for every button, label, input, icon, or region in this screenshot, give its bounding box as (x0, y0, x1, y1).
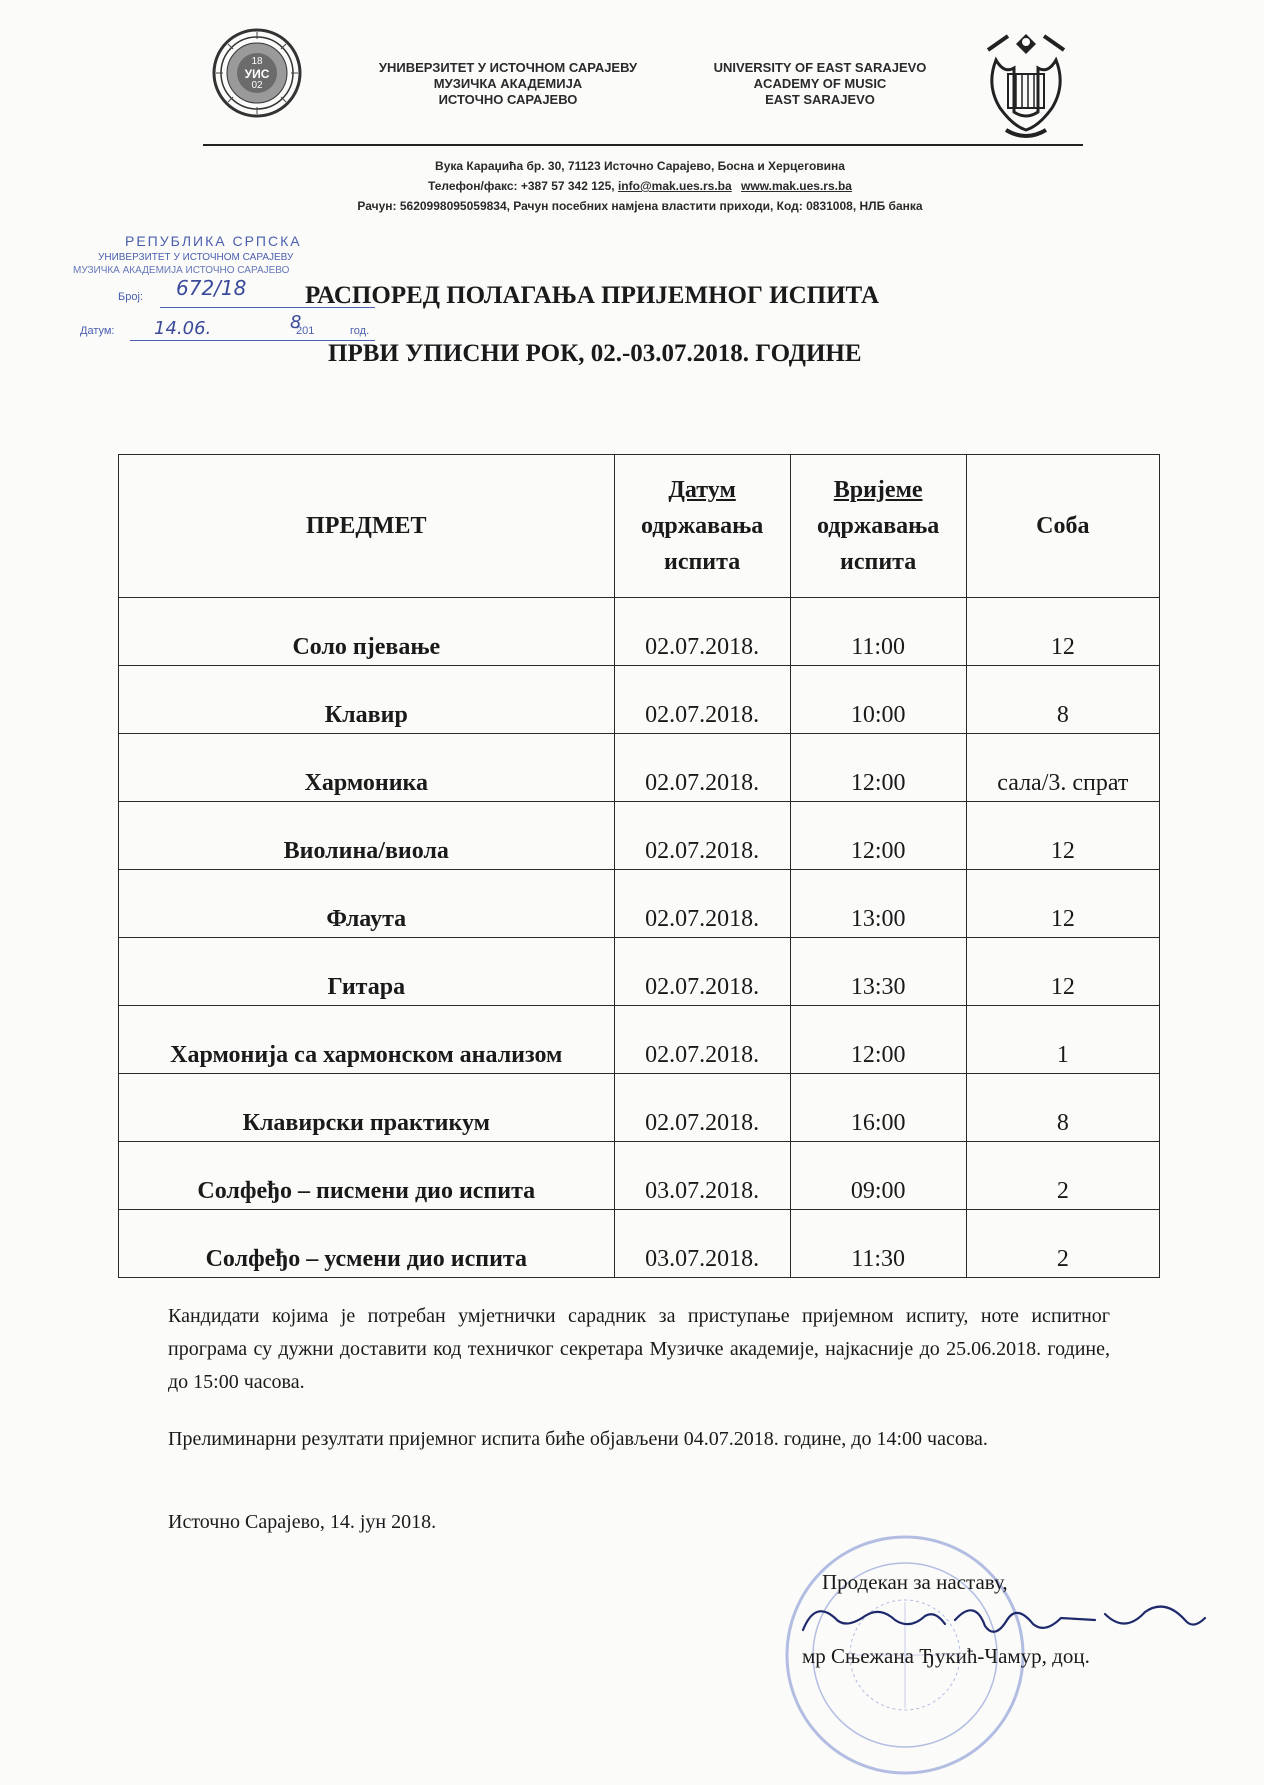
table-row (119, 870, 1160, 938)
cell-subject: Клавирски практикум (119, 1074, 615, 1142)
header-subject: ПРЕДМЕТ (119, 455, 615, 598)
cell-subject: Солфеђо – писмени дио испита (119, 1142, 615, 1210)
header-room: Соба (966, 455, 1159, 598)
cell-room: 2 (966, 1142, 1159, 1210)
cell-time: 11:00 (790, 598, 966, 666)
cell-time: 12:00 (790, 802, 966, 870)
letterhead-english-line: ACADEMY OF MUSIC (753, 76, 887, 91)
handwritten-signature (795, 1590, 1210, 1650)
cell-date: 02.07.2018. (614, 1074, 790, 1142)
cell-subject: Виолина/виола (119, 802, 615, 870)
table-header-row (119, 455, 1160, 598)
contact-phone-line (200, 176, 1080, 196)
signatory-name: мр Сњежана Ђукић-Чамур, доц. (802, 1644, 1090, 1668)
cell-time: 16:00 (790, 1074, 966, 1142)
table-row (119, 1074, 1160, 1142)
stamp-year-prefix: 201 (296, 325, 315, 337)
cell-subject: Флаута (119, 870, 615, 938)
seal-text-middle: УИС (244, 67, 270, 81)
cell-date: 02.07.2018. (614, 666, 790, 734)
cell-date: 02.07.2018. (614, 802, 790, 870)
letterhead-serbian-line: ИСТОЧНО САРАЈЕВО (438, 92, 578, 107)
cell-subject: Солфеђо – усмени дио испита (119, 1210, 615, 1278)
signatory-role: Продекан за наставу, (822, 1570, 1008, 1594)
cell-room: 12 (966, 938, 1159, 1006)
cell-time: 12:00 (790, 1006, 966, 1074)
note-results: Прелиминарни резултати пријемног испита биће објављени 04.07.2018. године, до 14:00 часова. (168, 1428, 988, 1450)
cell-time: 13:00 (790, 870, 966, 938)
header-date-rest: одржавања испита (640, 513, 764, 575)
seal-text-bottom: 02 (251, 80, 263, 91)
stamp-line-republic: РЕПУБЛИКА СРПСКА (125, 233, 302, 249)
cell-room: 2 (966, 1210, 1159, 1278)
cell-room: 12 (966, 598, 1159, 666)
stamp-line-university: УНИВЕРЗИТЕТ У ИСТОЧНОМ САРАЈЕВУ (98, 252, 294, 263)
cell-date: 03.07.2018. (614, 1210, 790, 1278)
stamp-year-suffix: год. (350, 325, 370, 337)
table-row (119, 734, 1160, 802)
letterhead-contact (200, 156, 1080, 216)
header-time-rest: одржавања испита (817, 513, 940, 575)
registry-date-handwritten: 14.06. (154, 318, 212, 339)
cell-room: сала/3. спрат (966, 734, 1159, 802)
academy-lyre-logo (978, 30, 1074, 142)
cell-date: 03.07.2018. (614, 1142, 790, 1210)
table-row (119, 938, 1160, 1006)
seal-text-top: 18 (251, 56, 263, 67)
table-row (119, 598, 1160, 666)
cell-room: 1 (966, 1006, 1159, 1074)
contact-website-link[interactable]: www.mak.ues.rs.ba (741, 179, 852, 193)
cell-subject: Клавир (119, 666, 615, 734)
letterhead-english-line: UNIVERSITY OF EAST SARAJEVO (713, 60, 927, 75)
cell-time: 13:30 (790, 938, 966, 1006)
letterhead-divider (203, 144, 1083, 146)
cell-subject: Хармоника (119, 734, 615, 802)
table-row (119, 1210, 1160, 1278)
place-and-date: Источно Сарајево, 14. јун 2018. (168, 1511, 437, 1533)
header-time-top: Вријеме (833, 477, 923, 503)
table-row (119, 666, 1160, 734)
document-title: РАСПОРЕД ПОЛАГАЊА ПРИЈЕМНОГ ИСПИТА (305, 282, 879, 309)
table-row (119, 1006, 1160, 1074)
cell-time: 12:00 (790, 734, 966, 802)
cell-subject: Хармонија са хармонском анализом (119, 1006, 615, 1074)
stamp-number-label: Број: (118, 291, 143, 303)
letterhead-english-line: EAST SARAJEVO (765, 92, 875, 107)
stamp-line-academy: МУЗИЧКА АКАДЕМИЈА ИСТОЧНО САРАЈЕВО (73, 265, 290, 276)
cell-room: 12 (966, 802, 1159, 870)
contact-account: Рачун: 5620998095059834, Рачун посебних намјена властити приходи, Код: 0831008, НЛБ банка (357, 199, 923, 213)
cell-room: 8 (966, 666, 1159, 734)
cell-date: 02.07.2018. (614, 938, 790, 1006)
header-date-top: Датум (668, 477, 736, 503)
cell-room: 12 (966, 870, 1159, 938)
table-row (119, 1142, 1160, 1210)
letterhead-english (690, 60, 950, 108)
letterhead-serbian-line: МУЗИЧКА АКАДЕМИЈА (433, 76, 583, 91)
note-accompanist: Кандидати којима је потребан умјетнички сарадник за приступање пријемном испиту, ноте испитног програма су дужни доставити код техничког секретара Музичке академије, најкасније до 25.06.2018. године, до 15:00 часова. (168, 1305, 1110, 1393)
letterhead-serbian (348, 60, 668, 108)
cell-date: 02.07.2018. (614, 1006, 790, 1074)
cell-date: 02.07.2018. (614, 870, 790, 938)
stamp-date-label: Датум: (80, 325, 115, 337)
exam-schedule-table (118, 454, 1160, 1278)
header-time (790, 455, 966, 598)
header-date (614, 455, 790, 598)
table-row (119, 802, 1160, 870)
cell-time: 10:00 (790, 666, 966, 734)
contact-phone: Телефон/факс: +387 57 342 125, (428, 179, 615, 193)
letterhead-serbian-line: УНИВЕРЗИТЕТ У ИСТОЧНОМ САРАЈЕВУ (378, 60, 638, 75)
contact-address: Вука Караџића бр. 30, 71123 Источно Сарајево, Босна и Херцеговина (435, 159, 845, 173)
cell-room: 8 (966, 1074, 1159, 1142)
contact-email-link[interactable]: info@mak.ues.rs.ba (617, 179, 732, 193)
registry-number-handwritten: 672/18 (176, 276, 247, 300)
cell-date: 02.07.2018. (614, 734, 790, 802)
registry-year-handwritten: 8 (290, 312, 302, 333)
cell-time: 11:30 (790, 1210, 966, 1278)
document-subtitle: ПРВИ УПИСНИ РОК, 02.-03.07.2018. ГОДИНЕ (328, 340, 862, 367)
cell-subject: Соло пјевање (119, 598, 615, 666)
university-seal-logo (212, 28, 302, 118)
cell-time: 09:00 (790, 1142, 966, 1210)
cell-date: 02.07.2018. (614, 598, 790, 666)
cell-subject: Гитара (119, 938, 615, 1006)
